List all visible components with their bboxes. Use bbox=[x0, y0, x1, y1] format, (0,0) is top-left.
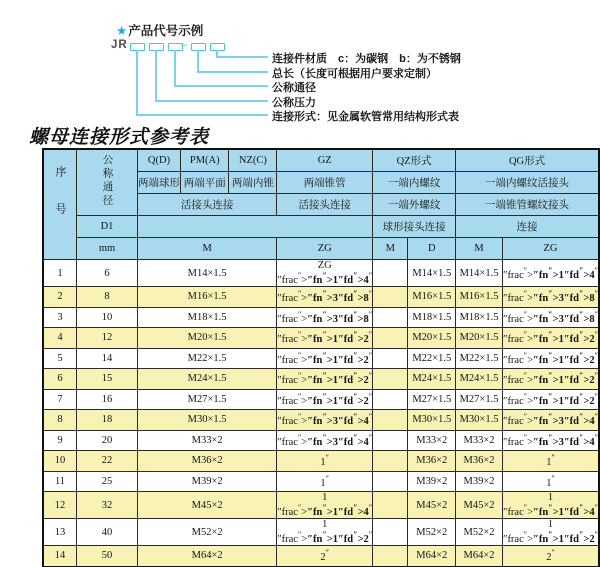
qz-d-cell: M45×2 bbox=[408, 492, 456, 519]
qz-d-cell: M24×1.5 bbox=[408, 369, 456, 390]
qz-m-cell bbox=[373, 471, 408, 492]
table-row bbox=[43, 389, 599, 410]
qz-m-cell bbox=[373, 389, 408, 410]
qz-m-cell bbox=[373, 430, 408, 451]
qz-d-cell: M18×1.5 bbox=[408, 307, 456, 328]
dn-cell: 12 bbox=[77, 328, 138, 349]
qz-d-cell: M30×1.5 bbox=[408, 410, 456, 431]
table-row bbox=[43, 430, 599, 451]
table-header bbox=[43, 149, 599, 260]
d1-cell: D1 bbox=[77, 216, 138, 238]
qz-m-cell bbox=[373, 369, 408, 390]
m-cell: M27×1.5 bbox=[138, 389, 277, 410]
col-q-header: Q(D) bbox=[138, 149, 181, 172]
table-row bbox=[43, 471, 599, 492]
connector-hline-2 bbox=[197, 71, 268, 73]
qg-zg-cell: ″frac″>″fn″>1″fd″>2″ bbox=[503, 348, 599, 369]
m-cell: M16×1.5 bbox=[138, 287, 277, 308]
seq-cell: 1 bbox=[43, 260, 77, 287]
col-qg-header: QG形式 bbox=[456, 149, 599, 172]
code-box-4 bbox=[191, 43, 206, 51]
qz-m-cell bbox=[373, 348, 408, 369]
qg-zg-cell: 1 ″frac″>″fn″>1″fd″>4″ bbox=[503, 492, 598, 518]
dn-cell: 25 bbox=[77, 471, 138, 492]
dn-cell: 40 bbox=[77, 519, 138, 546]
m-cell: M22×1.5 bbox=[138, 348, 277, 369]
dn-header: 公称通径 bbox=[77, 149, 138, 216]
seq-cell: 8 bbox=[43, 410, 77, 431]
m-cell: M14×1.5 bbox=[138, 260, 277, 287]
star-icon: ★ bbox=[116, 24, 128, 38]
seq-cell: 13 bbox=[43, 519, 77, 546]
seq-cell: 14 bbox=[43, 546, 77, 567]
qz-d-cell: M20×1.5 bbox=[408, 328, 456, 349]
qg-zg-cell: ″frac″>″fn″>1″fd″>2″ bbox=[503, 369, 599, 390]
qz-m-cell bbox=[373, 328, 408, 349]
seq-cell: 5 bbox=[43, 348, 77, 369]
gz-cell: ″frac″>″fn″>1″fd″>2″ bbox=[277, 328, 373, 349]
qz-m-cell bbox=[373, 307, 408, 328]
qg-m-cell: M36×2 bbox=[456, 451, 503, 472]
qz-d-cell: M22×1.5 bbox=[408, 348, 456, 369]
code-box-2 bbox=[149, 43, 164, 51]
qg-m-header: M bbox=[456, 238, 503, 260]
m-cell: M24×1.5 bbox=[138, 369, 277, 390]
gz-cell: ZG ″frac″>″fn″>1″fd″>4″ bbox=[277, 260, 373, 286]
gz-zg-header: ZG bbox=[277, 238, 373, 260]
qg-m-cell: M16×1.5 bbox=[456, 287, 503, 308]
nut-connection-table bbox=[42, 148, 600, 567]
col-gz-header: GZ bbox=[277, 149, 373, 172]
qz-m-header: M bbox=[373, 238, 408, 260]
seq-cell: 7 bbox=[43, 389, 77, 410]
gz-cell: 1 ″frac″>″fn″>1″fd″>4″ bbox=[277, 492, 373, 518]
qg-zg-cell: 2″ bbox=[503, 546, 599, 567]
code-box-5 bbox=[210, 43, 225, 51]
connector-vline-3 bbox=[174, 50, 176, 86]
gz-cell: 2″ bbox=[277, 546, 373, 567]
table-row bbox=[43, 451, 599, 472]
qg-desc2-cell: 一端锥管螺纹接头 bbox=[456, 194, 599, 216]
dn-cell: 14 bbox=[77, 348, 138, 369]
seq-header: 序号 bbox=[43, 149, 77, 260]
dn-cell: 18 bbox=[77, 410, 138, 431]
dn-cell: 8 bbox=[77, 287, 138, 308]
diagram-title-text: 产品代号示例 bbox=[128, 24, 204, 38]
connector-hline-1 bbox=[216, 56, 268, 58]
d1-blank-cell bbox=[138, 216, 373, 238]
qg-zg-cell: ″frac″>″fn″>1″fd″>4″ bbox=[503, 260, 599, 287]
qz-d-cell: M36×2 bbox=[408, 451, 456, 472]
qg-m-cell: M24×1.5 bbox=[456, 369, 503, 390]
seq-cell: 11 bbox=[43, 471, 77, 492]
qz-conn-cell: 球形接头连接 bbox=[373, 216, 456, 238]
qg-m-cell: M52×2 bbox=[456, 519, 503, 546]
gz-cell: 1″ bbox=[277, 471, 373, 492]
qg-zg-cell: ″frac″>″fn″>1″fd″>2″ bbox=[503, 389, 599, 410]
gz-cell: ″frac″>″fn″>1″fd″>2″ bbox=[277, 389, 373, 410]
qg-zg-cell: ″frac″>″fn″>3″fd″>4″ bbox=[503, 410, 599, 431]
gz-cell: ″frac″>″fn″>3″fd″>4″ bbox=[277, 410, 373, 431]
m-cell: M52×2 bbox=[138, 519, 277, 546]
code-dash: – bbox=[181, 37, 187, 51]
seq-cell: 6 bbox=[43, 369, 77, 390]
qz-m-cell bbox=[373, 492, 408, 519]
qg-m-cell: M33×2 bbox=[456, 430, 503, 451]
dn-cell: 6 bbox=[77, 260, 138, 287]
gz-cell: ″frac″>″fn″>1″fd″>2″ bbox=[277, 369, 373, 390]
table-row bbox=[43, 287, 599, 308]
gz-cell: ″frac″>″fn″>3″fd″>4″ bbox=[277, 430, 373, 451]
qg-zg-cell: 1″ bbox=[503, 451, 599, 472]
qz-d-cell: M52×2 bbox=[408, 519, 456, 546]
col-nz-header: NZ(C) bbox=[229, 149, 277, 172]
dn-cell: 50 bbox=[77, 546, 138, 567]
diagram-label-connection: 连接形式：见金属软管常用结构形式表 bbox=[272, 111, 459, 123]
gz-cell: 1 ″frac″>″fn″>1″fd″>2″ bbox=[277, 519, 373, 545]
connector-vline-2 bbox=[155, 50, 157, 101]
gz-desc-cell: 两端锥管 bbox=[277, 172, 373, 194]
qg-zg-cell: ″frac″>″fn″>3″fd″>8″ bbox=[503, 307, 599, 328]
diagram-label-material: 连接件材质 c：为碳钢 b：为不锈钢 bbox=[272, 53, 461, 65]
qz-desc2-cell: 一端外螺纹 bbox=[373, 194, 456, 216]
table-row bbox=[43, 546, 599, 567]
table-body bbox=[43, 260, 599, 567]
gz-cell: 1″ bbox=[277, 451, 373, 472]
qg-zg-cell: 1 ″frac″>″fn″>1″fd″>2″ bbox=[503, 519, 598, 545]
product-code-prefix: JR bbox=[111, 39, 128, 51]
header-row-1 bbox=[43, 149, 599, 172]
seq-cell: 2 bbox=[43, 287, 77, 308]
qg-zg-cell: ″frac″>″fn″>3″fd″>4″ bbox=[503, 430, 599, 451]
qz-m-cell bbox=[373, 260, 408, 287]
connector-hline-4 bbox=[155, 100, 268, 102]
col-pm-header: PM(A) bbox=[181, 149, 229, 172]
m-cell: M64×2 bbox=[138, 546, 277, 567]
qg-m-cell: M30×1.5 bbox=[456, 410, 503, 431]
table-row bbox=[43, 410, 599, 431]
qz-m-cell bbox=[373, 451, 408, 472]
qz-d-header: D bbox=[408, 238, 456, 260]
connector-vline-4 bbox=[197, 50, 199, 72]
dn-cell: 16 bbox=[77, 389, 138, 410]
gz-cell: ″frac″>″fn″>3″fd″>8″ bbox=[277, 307, 373, 328]
connector-hline-5 bbox=[136, 114, 268, 116]
connector-hline-3 bbox=[174, 85, 268, 87]
diagram-label-pressure: 公称压力 bbox=[272, 97, 316, 109]
unit-cell: mm bbox=[77, 238, 138, 260]
dn-cell: 22 bbox=[77, 451, 138, 472]
table-title: 螺母连接形式参考表 bbox=[29, 126, 210, 148]
seq-cell: 3 bbox=[43, 307, 77, 328]
col-qz-header: QZ形式 bbox=[373, 149, 456, 172]
table-row bbox=[43, 328, 599, 349]
dn-cell: 20 bbox=[77, 430, 138, 451]
m-cell: M36×2 bbox=[138, 451, 277, 472]
dn-cell: 10 bbox=[77, 307, 138, 328]
qg-m-cell: M18×1.5 bbox=[456, 307, 503, 328]
qz-d-cell: M27×1.5 bbox=[408, 389, 456, 410]
qg-m-cell: M64×2 bbox=[456, 546, 503, 567]
table-row bbox=[43, 260, 599, 287]
m-cell: M45×2 bbox=[138, 492, 277, 519]
m-cell: M20×1.5 bbox=[138, 328, 277, 349]
qg-conn-cell: 连接 bbox=[456, 216, 599, 238]
seq-cell: 4 bbox=[43, 328, 77, 349]
qg-m-cell: M27×1.5 bbox=[456, 389, 503, 410]
qg-desc1-cell: 一端内螺纹活接头 bbox=[456, 172, 599, 194]
table-row bbox=[43, 348, 599, 369]
dn-cell: 32 bbox=[77, 492, 138, 519]
qg-m-cell: M20×1.5 bbox=[456, 328, 503, 349]
table-row bbox=[43, 492, 599, 519]
diagram-label-diameter: 公称通径 bbox=[272, 82, 316, 94]
qg-zg-cell: ″frac″>″fn″>1″fd″>2″ bbox=[503, 328, 599, 349]
gz-conn-cell: 活接头连接 bbox=[277, 194, 373, 216]
qz-m-cell bbox=[373, 546, 408, 567]
m-cell: M30×1.5 bbox=[138, 410, 277, 431]
header-row-4 bbox=[43, 216, 599, 238]
qg-m-cell: M45×2 bbox=[456, 492, 503, 519]
gz-cell: ″frac″>″fn″>1″fd″>2″ bbox=[277, 348, 373, 369]
seq-cell: 9 bbox=[43, 430, 77, 451]
m-cell: M33×2 bbox=[138, 430, 277, 451]
nz-desc-cell: 两端内锥 bbox=[229, 172, 277, 194]
m-cell: M18×1.5 bbox=[138, 307, 277, 328]
table-row bbox=[43, 369, 599, 390]
q-desc-cell: 两端球形 bbox=[138, 172, 181, 194]
qz-m-cell bbox=[373, 287, 408, 308]
qz-d-cell: M14×1.5 bbox=[408, 260, 456, 287]
table-row bbox=[43, 519, 599, 546]
qz-d-cell: M16×1.5 bbox=[408, 287, 456, 308]
diagram-title bbox=[116, 21, 203, 39]
m-span-header: M bbox=[138, 238, 277, 260]
header-row-5 bbox=[43, 238, 599, 260]
diagram-label-length: 总长（长度可根据用户要求定制） bbox=[272, 68, 437, 80]
qz-desc1-cell: 一端内螺纹 bbox=[373, 172, 456, 194]
qg-m-cell: M22×1.5 bbox=[456, 348, 503, 369]
table-row bbox=[43, 307, 599, 328]
gz-cell: ″frac″>″fn″>3″fd″>8″ bbox=[277, 287, 373, 308]
qz-m-cell bbox=[373, 519, 408, 546]
qg-zg-cell: ″frac″>″fn″>3″fd″>8″ bbox=[503, 287, 599, 308]
seq-cell: 12 bbox=[43, 492, 77, 519]
qg-m-cell: M39×2 bbox=[456, 471, 503, 492]
qg-zg-cell: 1″ bbox=[503, 471, 599, 492]
dn-cell: 15 bbox=[77, 369, 138, 390]
m-cell: M39×2 bbox=[138, 471, 277, 492]
seq-cell: 10 bbox=[43, 451, 77, 472]
qg-zg-header: ZG bbox=[503, 238, 599, 260]
qz-d-cell: M39×2 bbox=[408, 471, 456, 492]
union-conn-cell: 活接头连接 bbox=[138, 194, 277, 216]
pm-desc-cell: 两端平面 bbox=[181, 172, 229, 194]
qz-d-cell: M64×2 bbox=[408, 546, 456, 567]
qz-m-cell bbox=[373, 410, 408, 431]
connector-vline-1 bbox=[136, 50, 138, 115]
code-box-1 bbox=[130, 43, 145, 51]
qz-d-cell: M33×2 bbox=[408, 430, 456, 451]
qg-m-cell: M14×1.5 bbox=[456, 260, 503, 287]
